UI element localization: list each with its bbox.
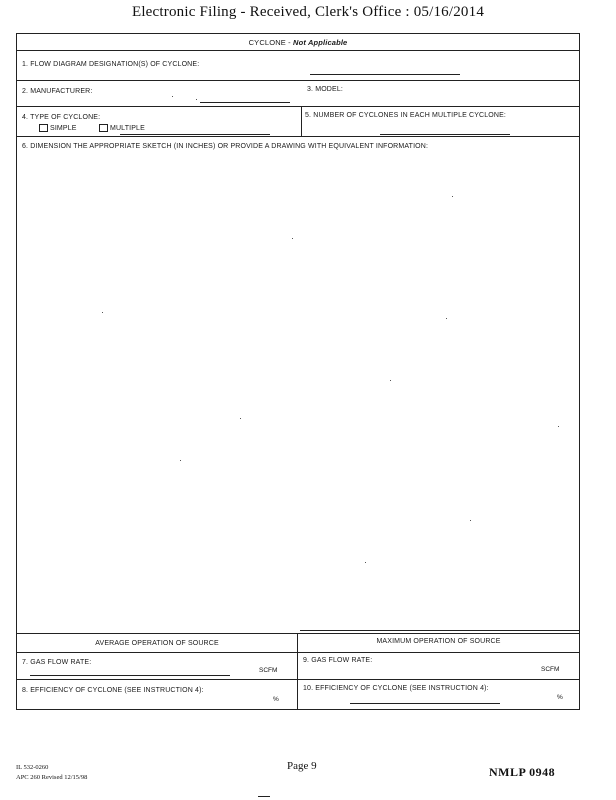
form-title: [17, 38, 579, 47]
bates-number: NMLP 0948: [489, 765, 556, 779]
field-efficiency-average: 8. EFFICIENCY OF CYCLONE (SEE INSTRUCTION 4):: [22, 687, 204, 694]
answer-line: [120, 134, 270, 135]
multiple-checkbox[interactable]: [99, 124, 108, 132]
average-operation-heading: AVERAGE OPERATION OF SOURCE: [95, 640, 219, 647]
field-number-of-cyclones: 5. NUMBER OF CYCLONES IN EACH MULTIPLE CYCLONE:: [305, 112, 507, 119]
answer-line: [380, 134, 510, 135]
field-efficiency-maximum: 10. EFFICIENCY OF CYCLONE (SEE INSTRUCTION 4):: [303, 685, 489, 692]
field-manufacturer: 2. MANUFACTURER:: [22, 88, 93, 95]
simple-label: SIMPLE: [50, 125, 77, 132]
answer-line: [350, 703, 500, 704]
answer-line: [200, 102, 290, 103]
field-dimension-sketch: 6. DIMENSION THE APPROPRIATE SKETCH (IN INCHES) OR PROVIDE A DRAWING WITH EQUIVALENT INFORMATION:: [22, 143, 429, 150]
form-revision: APC 260 Revised 12/15/98: [16, 774, 88, 781]
field-model: 3. MODEL:: [307, 86, 343, 93]
sketch-area: [18, 152, 578, 632]
multiple-label: MULTIPLE: [110, 125, 145, 132]
answer-line: [300, 630, 580, 631]
field-gas-flow-rate-maximum: 9. GAS FLOW RATE:: [303, 657, 373, 664]
answer-line: [310, 74, 460, 75]
field-type-of-cyclone: 4. TYPE OF CYCLONE:: [22, 114, 101, 121]
maximum-operation-heading: MAXIMUM OPERATION OF SOURCE: [376, 638, 501, 645]
form-title-status: Not Applicable: [293, 38, 348, 47]
form-title-prefix: CYCLONE -: [248, 38, 294, 47]
answer-line: [30, 675, 230, 676]
scfm-unit-maximum: SCFM: [541, 666, 560, 673]
page-number: Page 9: [287, 760, 317, 772]
percent-unit-maximum: %: [557, 694, 563, 701]
answer-line: [360, 106, 440, 107]
scfm-unit-average: SCFM: [259, 667, 278, 674]
percent-unit-average: %: [273, 696, 279, 703]
filing-stamp: Electronic Filing - Received, Clerk's Office : 05/16/2014: [131, 4, 485, 20]
field-gas-flow-rate-average: 7. GAS FLOW RATE:: [22, 659, 92, 666]
simple-checkbox[interactable]: [39, 124, 48, 132]
form-number: IL 532-0260: [16, 764, 49, 771]
field-flow-diagram-designation: 1. FLOW DIAGRAM DESIGNATION(S) OF CYCLONE:: [22, 61, 200, 68]
